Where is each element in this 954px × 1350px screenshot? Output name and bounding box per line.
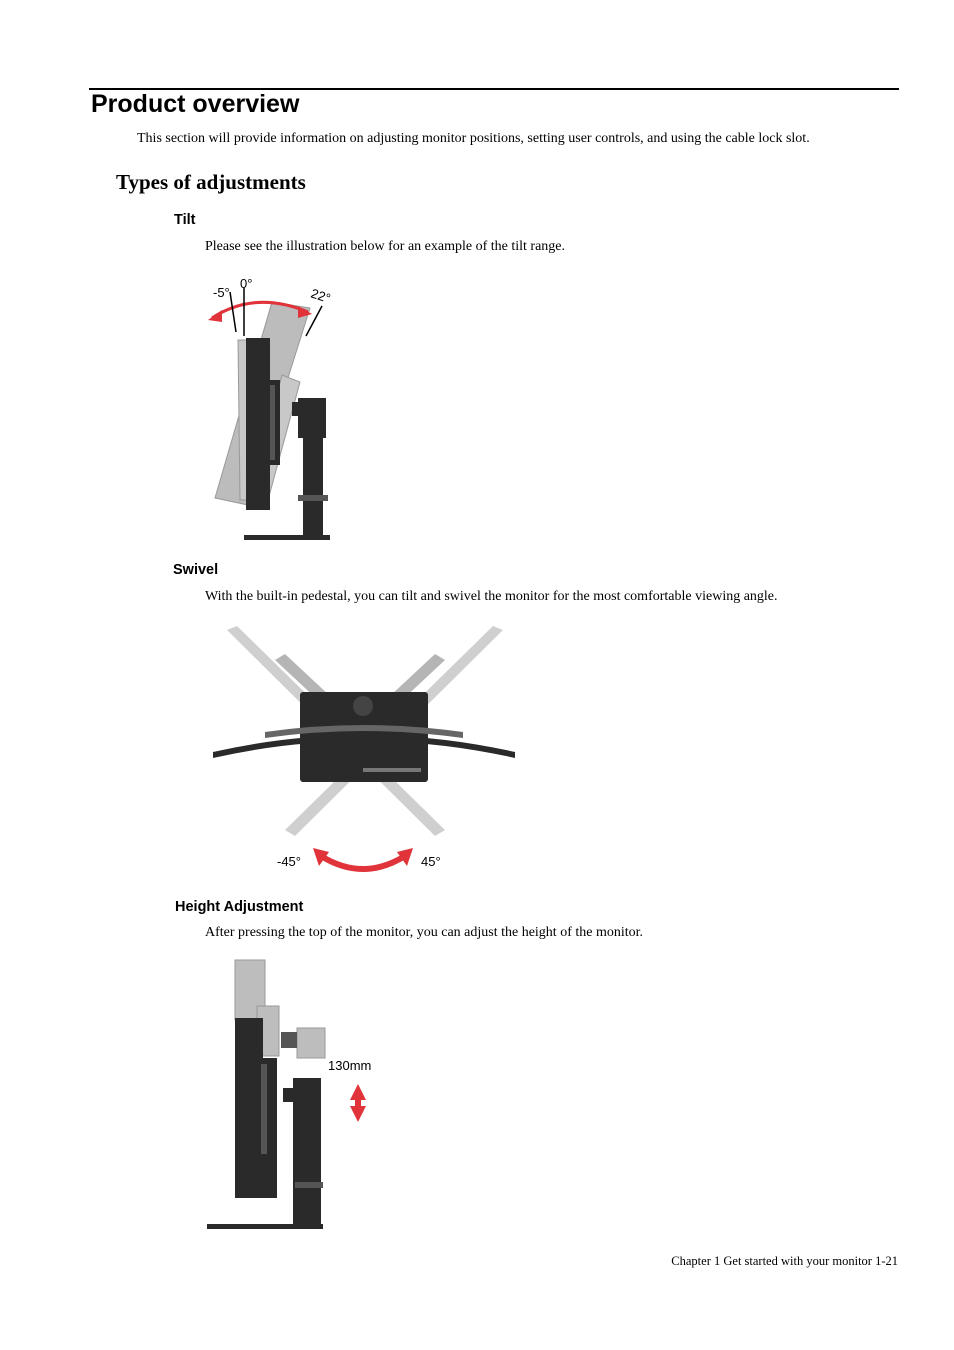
section-title: Types of adjustments — [116, 170, 306, 194]
height-label: 130mm — [328, 1058, 372, 1073]
tilt-text: Please see the illustration below for an example of the tilt range. — [205, 239, 565, 254]
tilt-arrowhead-left — [208, 310, 222, 322]
tilt-label-pos: 22° — [309, 285, 333, 306]
swivel-arc-arrow — [321, 856, 405, 869]
height-ghost-hinge — [281, 1032, 297, 1048]
tilt-line-neg — [230, 292, 236, 332]
tilt-label-zero: 0° — [240, 276, 253, 291]
height-illustration — [205, 958, 390, 1234]
swivel-text: With the built-in pedestal, you can tilt and swivel the monitor for the most comfortable viewing angle. — [205, 589, 778, 604]
swivel-label-neg: -45° — [277, 854, 301, 869]
tilt-label-neg: -5° — [213, 285, 230, 300]
swivel-heading: Swivel — [173, 562, 219, 578]
height-text: After pressing the top of the monitor, you can adjust the height of the monitor. — [205, 925, 644, 940]
page-title: Product overview — [91, 90, 300, 118]
page-footer: Chapter 1 Get started with your monitor 1-21 — [671, 1254, 898, 1268]
swivel-label-pos: 45° — [421, 854, 441, 869]
tilt-heading: Tilt — [174, 212, 196, 228]
intro-paragraph: This section will provide information on adjusting monitor positions, setting user controls, and using the cable lock slot. — [137, 131, 810, 146]
tilt-illustration — [200, 270, 340, 550]
height-arrow — [350, 1084, 366, 1122]
swivel-illustration — [205, 620, 525, 880]
height-heading: Height Adjustment — [175, 899, 304, 915]
